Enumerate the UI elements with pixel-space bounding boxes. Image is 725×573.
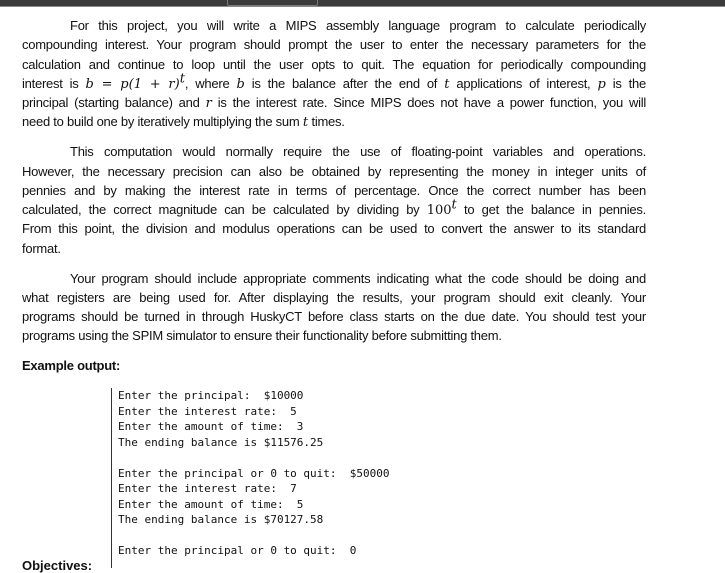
objectives-heading: Objectives:: [22, 558, 93, 573]
example-output-heading: Example output:: [22, 358, 121, 374]
paragraph-intro: [22, 16, 646, 132]
exponent: t: [451, 197, 457, 213]
variable: t: [302, 115, 309, 131]
code-line: Enter the interest rate: 7: [118, 482, 297, 495]
text-line: [22, 197, 647, 219]
text-line-equation: [22, 71, 646, 93]
text-line: [22, 112, 646, 131]
text: is the interest rate. Since MIPS does not have a power function, you will: [211, 95, 646, 111]
text: applications of interest,: [449, 75, 598, 91]
code-line: The ending balance is $11576.25: [118, 435, 324, 449]
text-line: This computation would normally require the use of floating-point variables and operations.: [70, 144, 646, 160]
text: is the: [605, 75, 646, 91]
variable: p: [597, 76, 606, 92]
text-line: programs using the SPIM simulator to ensure their functionality before submitting them.: [22, 328, 502, 344]
code-line: Enter the principal or 0 to quit: $50000: [118, 466, 390, 480]
document-body: [22, 16, 646, 375]
text: , where: [184, 75, 237, 91]
code-line: Enter the interest rate: 5: [118, 404, 297, 418]
text-line: calculation and continue to loop until the user opts to quit. The equation for periodically compounding: [22, 56, 646, 72]
equation: b = p(1 + r): [85, 76, 180, 92]
code-line: The ending balance is $70127.58: [118, 513, 324, 526]
paragraph-precision: [22, 142, 646, 258]
text-line: what registers are being used for. After displaying the results, your program should exit cleanly. Your: [22, 289, 646, 305]
exponent: t: [179, 71, 185, 87]
code-line-blank: [118, 528, 390, 544]
variable: r: [205, 96, 212, 112]
paragraph-requirements: [22, 269, 646, 346]
text-line: From this point, the division and modulus operations can be used to convert the answer to its standard: [22, 221, 646, 237]
text-line: For this project, you will write a MIPS assembly language program to calculate periodically: [70, 18, 646, 33]
text: principal (starting balance) and: [22, 95, 206, 111]
text-line: compounding interest. Your program should prompt the user to enter the necessary parameters for the: [22, 37, 646, 53]
text-line: [22, 93, 646, 112]
example-output-block: [111, 388, 390, 568]
text-line: programs should be turned in through HuskyCT before class starts on the due date. You should test your: [22, 309, 646, 325]
text: to get the balance in pennies.: [456, 202, 647, 218]
code-line: Enter the principal: $10000: [118, 389, 304, 402]
top-bar-tab: [227, 0, 318, 6]
text: times.: [308, 114, 345, 130]
text-line: However, the necessary precision can also be obtained by representing the money in integer units of: [22, 163, 646, 179]
code-line-blank: [118, 450, 390, 466]
variable: t: [444, 76, 450, 92]
text-line: Your program should include appropriate comments indicating what the code should be doing and: [70, 270, 646, 286]
text-line: format.: [22, 240, 61, 256]
text: is the balance after the end of: [244, 75, 445, 91]
number: 100: [426, 203, 452, 219]
text-line: pennies and by making the interest rate in terms of percentage. Once the correct number has been: [22, 182, 646, 198]
code-line: Enter the amount of time: 5: [118, 497, 304, 511]
window-top-bar: [0, 0, 725, 7]
variable: b: [236, 76, 245, 92]
text: interest is: [22, 75, 86, 91]
text: need to build one by iteratively multiplying the sum: [22, 114, 303, 130]
code-line: Enter the amount of time: 3: [118, 420, 304, 433]
text: calculated, the correct magnitude can be calculated by dividing by: [22, 202, 427, 218]
code-line: Enter the principal or 0 to quit: 0: [118, 544, 357, 557]
